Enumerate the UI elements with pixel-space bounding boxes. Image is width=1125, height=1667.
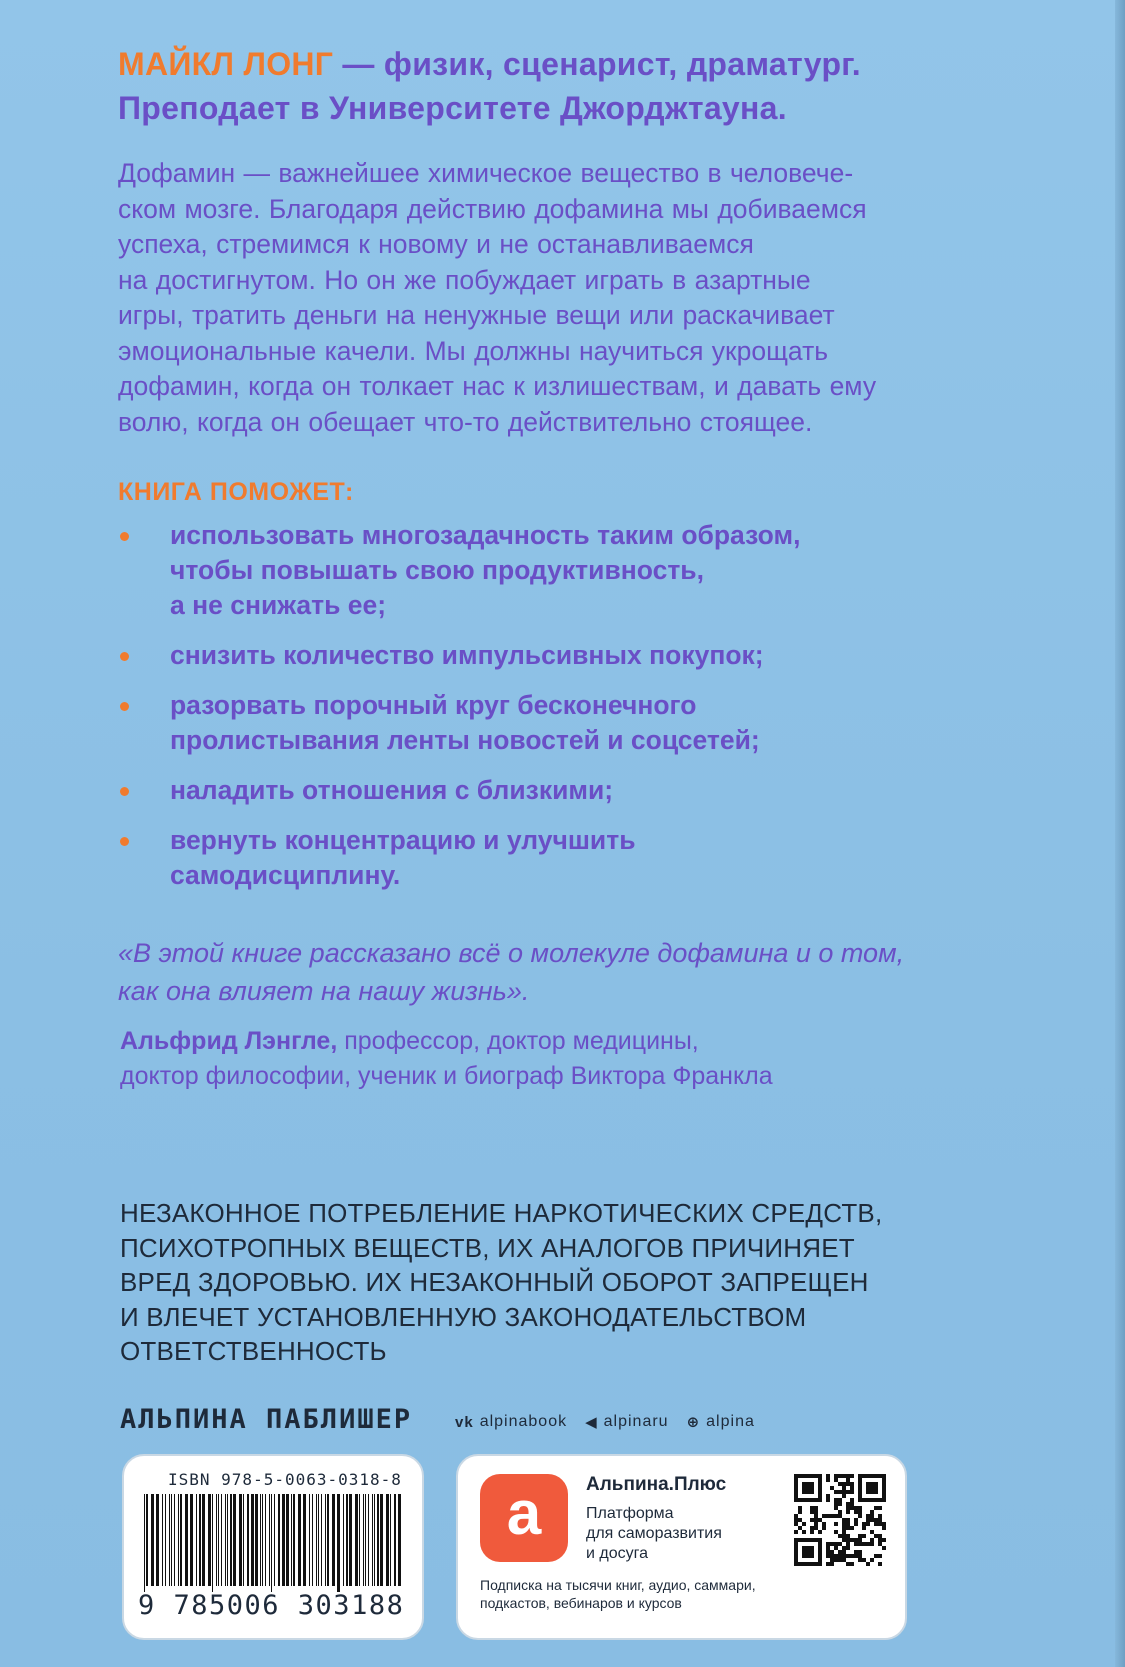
social-handle: alpinabook — [479, 1413, 568, 1430]
sub-line: подкастов, вебинаров и курсов — [480, 1595, 682, 1611]
quote-attribution — [120, 1024, 1010, 1094]
quote-author-title: профессор, доктор медицины, — [337, 1027, 699, 1055]
alpina-plus-subscription — [480, 1576, 780, 1612]
qr-code-icon[interactable] — [794, 1474, 886, 1566]
benefit-item — [118, 823, 1018, 893]
benefit-item — [118, 688, 1018, 758]
warning-line: ОТВЕТСТВЕННОСТЬ — [120, 1336, 387, 1366]
benefit-line: пролистывания ленты новостей и соцсетей; — [170, 725, 760, 755]
quote-line: «В этой книге рассказано всё о молекуле дофамина и о том, — [118, 938, 905, 968]
sub-line: Подписка на тысячи книг, аудио, саммари, — [480, 1577, 756, 1593]
bullet-dot-icon — [120, 532, 129, 541]
benefit-item — [118, 518, 1018, 623]
review-quote — [118, 934, 1008, 1010]
plus-circle-icon: ⊕ — [686, 1414, 701, 1431]
description-line: дофамин, когда он толкает нас к излишествам, и давать ему — [118, 371, 877, 401]
benefit-item — [118, 773, 1018, 808]
warning-line: ВРЕД ЗДОРОВЬЮ. ИХ НЕЗАКОННЫЙ ОБОРОТ ЗАПРЕЩЕН — [120, 1267, 869, 1297]
description-line: Дофамин — важнейшее химическое вещество в человече- — [118, 158, 854, 188]
telegram-icon: ◀ — [585, 1414, 598, 1431]
social-link-telegram[interactable] — [585, 1413, 668, 1431]
bullet-dot-icon — [120, 702, 129, 711]
barcode-digits: 9 785006 303188 — [138, 1590, 405, 1621]
benefit-item — [118, 638, 1018, 673]
warning-line: ПСИХОТРОПНЫХ ВЕЩЕСТВ, ИХ АНАЛОГОВ ПРИЧИНЯЕТ — [120, 1232, 855, 1263]
desc-line: Платформа — [586, 1505, 674, 1522]
author-line — [118, 42, 1018, 86]
quote-line: как она влияет на нашу жизнь». — [118, 976, 530, 1006]
alpina-plus-panel[interactable] — [456, 1454, 907, 1640]
quote-author: Альфрид Лэнгле, — [120, 1027, 338, 1055]
warning-line: НЕЗАКОННОЕ ПОТРЕБЛЕНИЕ НАРКОТИЧЕСКИХ СРЕДСТВ, — [120, 1198, 883, 1228]
app-icon-letter: a — [506, 1479, 542, 1548]
social-handle: alpina — [706, 1413, 755, 1430]
warning-line: И ВЛЕЧЕТ УСТАНОВЛЕННУЮ ЗАКОНОДАТЕЛЬСТВОМ — [120, 1301, 807, 1332]
author-position: Преподает в Университете Джорджтауна. — [118, 90, 787, 126]
benefit-line: снизить количество импульсивных покупок; — [170, 640, 764, 670]
social-links — [455, 1413, 755, 1431]
desc-line: и досуга — [586, 1545, 648, 1562]
benefit-line: наладить отношения с близкими; — [170, 775, 614, 805]
social-link-alpina[interactable] — [687, 1413, 755, 1431]
description-line: успеха, стремимся к новому и не останавливаемся — [118, 229, 754, 259]
bullet-dot-icon — [120, 652, 129, 661]
benefit-line: чтобы повышать свою продуктивность, — [170, 555, 704, 585]
description-line: волю, когда он обещает что-то действительно стоящее. — [118, 406, 813, 437]
description-line: на достигнутом. Но он же побуждает играть в азартные — [118, 264, 811, 295]
benefit-line: а не снижать ее; — [170, 590, 387, 620]
description-line: эмоциональные качели. Мы должны научиться укрощать — [118, 335, 829, 366]
publisher-logo: АЛЬПИНА ПАБЛИШЕР — [120, 1404, 413, 1435]
benefit-line: разорвать порочный круг бесконечного — [170, 690, 697, 720]
author-name: МАЙКЛ ЛОНГ — [118, 46, 334, 82]
social-handle: alpinaru — [603, 1413, 669, 1430]
legal-warning — [120, 1196, 1020, 1369]
bullet-dot-icon — [120, 787, 129, 796]
bullet-dot-icon — [120, 837, 129, 846]
alpina-plus-app-icon — [480, 1474, 568, 1562]
attribution-line — [120, 1024, 1010, 1059]
description-line: игры, тратить деньги на ненужные вещи или раскачивает — [118, 300, 835, 330]
vk-icon: vk — [455, 1413, 474, 1431]
alpina-plus-description — [586, 1504, 766, 1564]
author-roles: — физик, сценарист, драматург. — [333, 46, 861, 82]
social-link-vk[interactable] — [455, 1413, 567, 1431]
desc-line: для саморазвития — [586, 1525, 722, 1542]
barcode-icon — [142, 1494, 404, 1592]
description-line: ском мозге. Благодаря действию дофамина мы добиваемся — [118, 193, 867, 224]
benefit-line: вернуть концентрацию и улучшить — [170, 825, 636, 855]
author-block — [118, 42, 1018, 130]
benefit-line: использовать многозадачность таким образом, — [170, 520, 801, 550]
book-description — [118, 156, 1008, 440]
alpina-plus-title: Альпина.Плюс — [586, 1474, 727, 1495]
isbn-barcode-panel — [122, 1454, 424, 1640]
cover-edge — [1115, 0, 1125, 1667]
attribution-line: доктор философии, ученик и биограф Виктора Франкла — [120, 1062, 773, 1090]
benefit-line: самодисциплину. — [170, 860, 401, 890]
helps-heading: КНИГА ПОМОЖЕТ: — [118, 478, 354, 506]
isbn-label: ISBN 978-5-0063-0318-8 — [168, 1470, 402, 1489]
benefits-list — [118, 518, 1018, 908]
